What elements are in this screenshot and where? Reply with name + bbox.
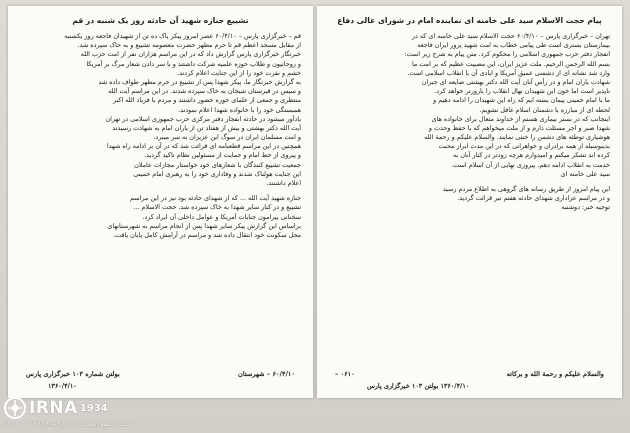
text-line: به گزارش خبرنگار ما، پیکر شهدا پس از تشییع در حرم مطهر طواف داده شد xyxy=(98,77,301,86)
footer-closing: والسلام علیکم و رحمة الله و برکاته xyxy=(506,370,604,378)
text-line: بدینوسیله از همه برادران و خواهرانی که در این مدت ابراز محبت xyxy=(438,142,610,151)
text-line: و در مراسم عزاداری شهدای حادثه هفتم تیر قرائت گردید. xyxy=(457,194,610,203)
text-line: همچنین در این مراسم قطعنامه ای قرائت شد که در آن بر ادامه راه شهدا xyxy=(106,142,301,151)
irna-logo-icon xyxy=(4,397,26,419)
text-line: هوشیاری توطئه های دشمن را خنثی نمایند. والسلام علیکم و رحمة الله xyxy=(424,133,610,142)
text-line: این پیام امروز از طریق رسانه های گروهی به اطلاع مردم رسید xyxy=(442,185,610,193)
text-line: و روحانیون و طلاب حوزه علمیه شرکت داشتند و با سر دادن شعار مرگ بر آمریکا xyxy=(86,59,301,68)
document-footer xyxy=(26,370,295,378)
watermark-number: 1934 xyxy=(79,402,108,414)
text-line: سخنانی پیرامون جنایات آمریکا و عوامل داخلی آن ایراد کرد. xyxy=(142,212,301,221)
document-body xyxy=(20,32,301,362)
text-line: ناپذیر است اما خون این شهیدان نهال انقلاب را بارورتر خواهد کرد. xyxy=(434,87,610,96)
text-line: بسم الله الرحمن الرحیم. ملت عزیز ایران، این مصیبت عظیم که بر امت ما xyxy=(411,59,610,68)
text-line: تشییع و در کنار سایر شهدا به خاک سپرده شد. حجت الاسلام ... xyxy=(133,203,301,212)
text-line: و امت مسلمان ایران در سوگ این عزیزان به سر میبرد. xyxy=(153,133,301,142)
text-line: و پیروی از خط امام و حمایت از مسئولین نظام تاکید گردید. xyxy=(144,151,301,160)
text-line: منتظری و جمعی از علمای حوزه حضور داشتند و مردم با فریاد الله اکبر xyxy=(112,96,301,105)
text-line: همبستگی خود را با خانواده شهدا اعلام نمودند. xyxy=(178,105,301,114)
footer-bulletin: بولتن شماره ۱۰۳ خبرگزاری پارس xyxy=(26,370,120,378)
document-page-left xyxy=(8,6,313,398)
text-line: توجیه خبر: دوشنبه xyxy=(561,203,610,212)
date-stamp: ۱۳۶۰/۴/۱۰ بولتن ۱۰۳ خبرگزاری پارس xyxy=(367,382,470,390)
text-line: وارد شد نشانه ای از دشمنی عمیق آمریکا و ایادی آن با انقلاب اسلامی است. xyxy=(407,68,610,77)
document-page-right xyxy=(317,6,622,398)
text-line: انفجار دفتر حزب جمهوری اسلامی را محکوم کرد. متن پیام به شرح زیر است: xyxy=(404,50,610,59)
text-line: شهدا صبر و اجر مسئلت دارم و از ملت میخواهم که با حفظ وحدت و xyxy=(428,123,610,132)
document-body xyxy=(329,32,610,362)
text-line: آیت الله دکتر بهشتی و بیش از هفتاد تن از یاران امام به شهادت رسیدند xyxy=(112,123,301,132)
text-line: ما با امام خمینی پیمان بسته ایم که راه این شهیدان را ادامه دهیم و xyxy=(433,96,610,105)
text-line: و سپس در قبرستان شیخان به خاک سپرده شدند. در این مراسم آیت الله xyxy=(108,87,301,96)
document-title: تشییع جنازه شهید آن حادثه روز یک شنبه در قم xyxy=(72,16,249,25)
date-stamp: ۱۳۶۰/۴/۱۰ xyxy=(48,382,77,390)
text-line: کرده اند تشکر میکنم و امیدوارم هرچه زودتر در کنار آنان به xyxy=(452,151,610,160)
text-line: براساس این گزارش پیکر سایر شهدا پس از انجام مراسم به شهرستانهای xyxy=(107,221,301,230)
text-line: بیمارستان بستری است طی پیامی خطاب به امت شهید پرور ایران فاجعه xyxy=(417,41,610,50)
text-line: محل سکونت خود انتقال داده شد و مراسم در آرامش کامل پایان یافت. xyxy=(113,230,301,239)
text-line: یادآور میشود در حادثه انفجار دفتر مرکزی حزب جمهوری اسلامی در تهران xyxy=(105,114,301,123)
text-line: اعلام داشتند. xyxy=(266,179,301,187)
text-line: خبرنگار خبرگزاری پارس گزارش داد که در این مراسم هزاران نفر از امت حزب الله xyxy=(80,50,301,59)
document-title: پیام حجت الاسلام سید علی خامنه ای نماینده امام در شورای عالی دفاع xyxy=(337,16,602,25)
text-line: خشم و نفرت خود را از این جنایت اعلام کردند. xyxy=(177,68,301,77)
text-line: خدمت به انقلاب ادامه دهم. پیروزی نهایی از آن اسلام است. xyxy=(451,160,610,169)
text-line: لحظه ای از مبارزه با دشمنان اسلام غافل نشویم. xyxy=(479,105,610,114)
text-line: سید علی خامنه ای xyxy=(560,169,610,178)
text-line: تهران – خبرگزاری پارس – ۶۰/۴/۱۰ حجت الاسلام سید علی خامنه ای که در xyxy=(411,32,610,40)
text-line: این جنایت هولناک شدند و وفاداری خود را به رهبری امام خمینی xyxy=(133,169,301,178)
text-line: از مقابل مسجد اعظم قم تا حرم مطهر حضرت معصومه تشییع و به خاک سپرده شد. xyxy=(77,41,301,50)
text-line: شهادت یاران امام و در رأس آنان آیت الله دکتر بهشتی ضایعه ای جبران xyxy=(421,77,610,86)
irna-watermark xyxy=(4,397,108,419)
photo-credit: عکس: آرشیو ایرنا کد خبر: 1387/04/02 – 09:17 xyxy=(4,421,135,428)
watermark-brand: IRNA xyxy=(29,398,78,418)
text-line: جنازه شهید آیت الله ... که از شهدای حادثه بود نیز در این مراسم xyxy=(130,194,301,203)
text-line: اینجانب که در بستر بیماری هستم از خداوند متعال برای خانواده های xyxy=(431,114,610,123)
footer-location: ۶۰/۴/۱۰ – شهرستان xyxy=(238,370,295,378)
footer-code: ۰۶۱۰ – xyxy=(335,370,355,378)
text-line: جمعیت تشییع کنندگان با شعارهای خود خواستار مجازات عاملان xyxy=(134,160,301,169)
text-line: قم – خبرگزاری پارس – ۶۰/۴/۱۰ عصر امروز پیکر پاک ده تن از شهیدان فاجعه روز یکشنبه xyxy=(64,32,301,40)
document-footer xyxy=(335,370,604,378)
